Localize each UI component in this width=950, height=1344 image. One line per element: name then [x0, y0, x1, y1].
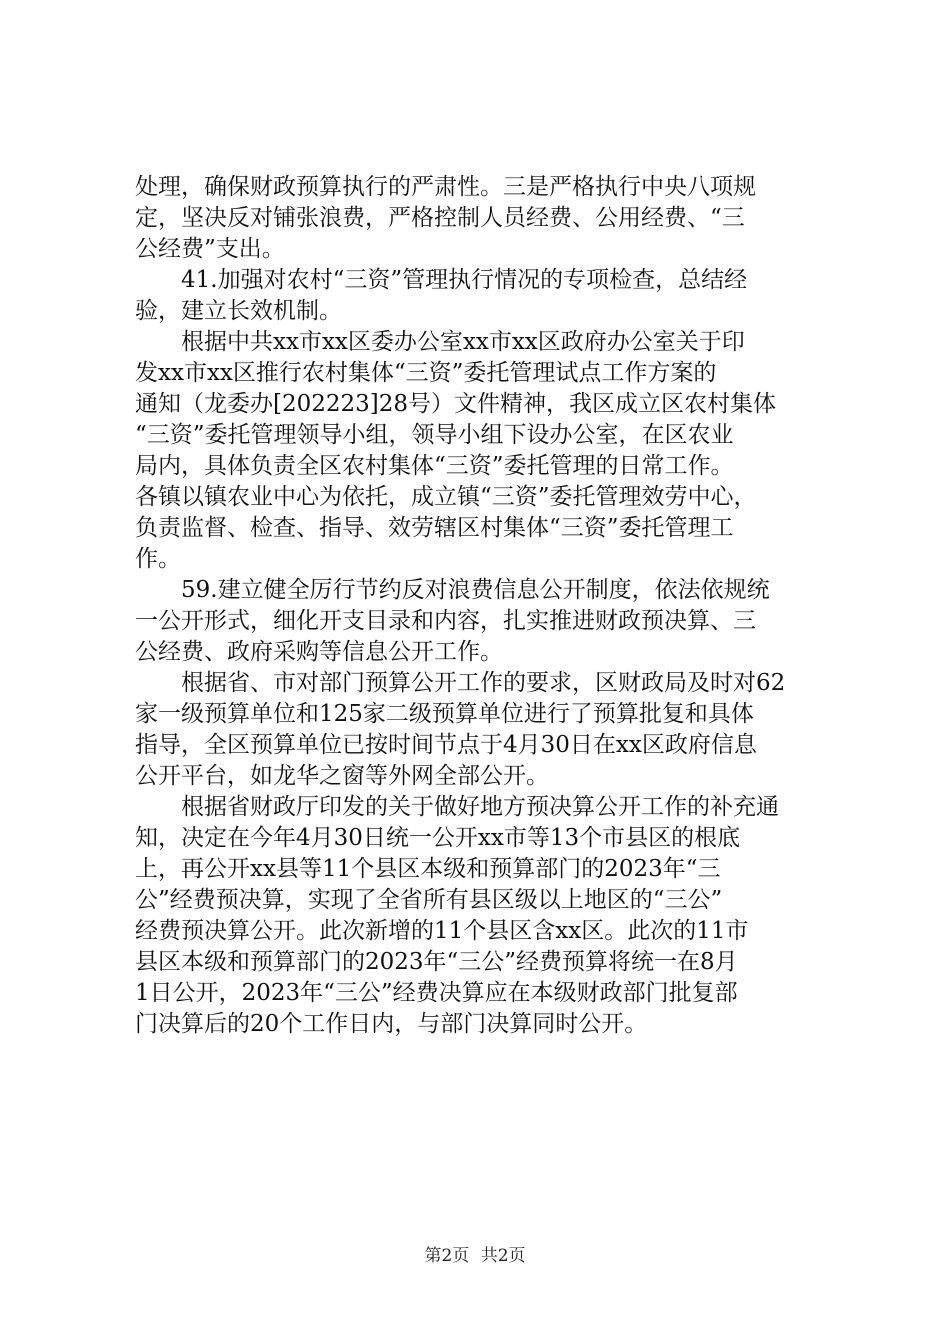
text-line: 通知（龙委办[202223]28号）文件精神，我区成立区农村集体	[135, 391, 777, 417]
text-line: 知，决定在今年4月30日统一公开xx市等13个市县区的根底	[135, 825, 741, 851]
text-line: 处理，确保财政预算执行的严肃性。三是严格执行中央八项规	[135, 174, 756, 200]
text-line: 根据省、市对部门预算公开工作的要求，区财政局及时对62	[181, 670, 786, 696]
text-line: 根据省财政厅印发的关于做好地方预决算公开工作的补充通	[181, 794, 779, 820]
text-line: 指导，全区预算单位已按时间节点于4月30日在xx区政府信息	[135, 732, 757, 758]
text-line: 作。	[135, 546, 181, 572]
page-number: 第2页	[424, 1246, 470, 1266]
text-line: 公”经费预决算，实现了全省所有县区级以上地区的“三公”	[135, 887, 723, 913]
text-line: 一公开形式，细化开支目录和内容，扎实推进财政预决算、三	[135, 608, 756, 634]
text-line: 发xx市xx区推行农村集体“三资”委托管理试点工作方案的	[135, 360, 717, 386]
text-line: 公经费”支出。	[135, 236, 285, 262]
text-line: 负责监督、检查、指导、效劳辖区村集体“三资”委托管理工	[135, 515, 734, 541]
text-line: 局内，具体负责全区农村集体“三资”委托管理的日常工作。	[135, 453, 734, 479]
text-line: 各镇以镇农业中心为依托，成立镇“三资”委托管理效劳中心，	[135, 484, 757, 510]
text-line: 根据中共xx市xx区委办公室xx市xx区政府办公室关于印	[181, 329, 745, 355]
text-line: 门决算后的20个工作日内，与部门决算同时公开。	[135, 1011, 648, 1037]
page-total: 共2页	[480, 1246, 526, 1266]
text-line: 41.加强对农村“三资”管理执行情况的专项检查，总结经	[181, 267, 748, 293]
text-line: 上，再公开xx县等11个县区本级和预算部门的2023年“三	[135, 856, 721, 882]
text-line: 家一级预算单位和125家二级预算单位进行了预算批复和具体	[135, 701, 754, 727]
text-line: 定，坚决反对铺张浪费，严格控制人员经费、公用经费、“三	[135, 205, 745, 231]
text-line: 经费预决算公开。此次新增的11个县区含xx区。此次的11市	[135, 918, 749, 944]
text-line: 县区本级和预算部门的2023年“三公”经费预算将统一在8月	[135, 949, 738, 975]
text-line: 公开平台，如龙华之窗等外网全部公开。	[135, 763, 549, 789]
text-line: 1日公开，2023年“三公”经费决算应在本级财政部门批复部	[135, 980, 738, 1006]
document-body	[135, 172, 833, 1040]
text-line: 59.建立健全厉行节约反对浪费信息公开制度，依法依规统	[181, 577, 770, 603]
page-footer	[0, 1245, 950, 1267]
text-line: 验，建立长效机制。	[135, 298, 342, 324]
text-line: 公经费、政府采购等信息公开工作。	[135, 639, 503, 665]
text-line: “三资”委托管理领导小组，领导小组下设办公室，在区农业	[135, 422, 734, 448]
